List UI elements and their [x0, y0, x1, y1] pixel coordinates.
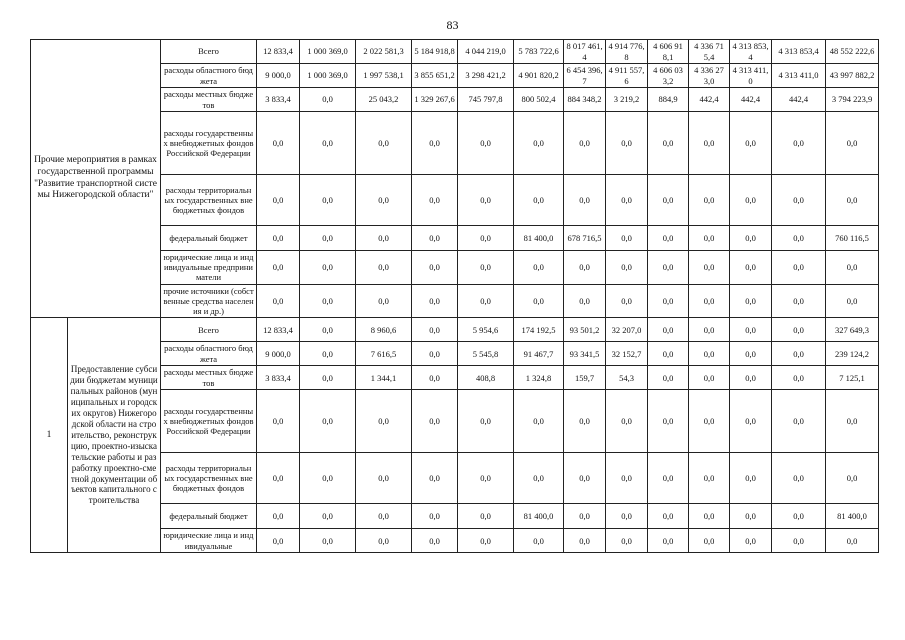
amount-cell: 0,0 [458, 504, 514, 529]
amount-cell: 0,0 [356, 226, 412, 251]
amount-cell: 0,0 [300, 88, 356, 112]
amount-cell: 0,0 [772, 175, 826, 226]
amount-cell: 1 000 369,0 [300, 40, 356, 64]
amount-cell: 0,0 [606, 251, 648, 285]
amount-cell: 3 833,4 [257, 366, 300, 390]
amount-cell: 0,0 [689, 284, 730, 318]
amount-cell: 0,0 [606, 112, 648, 175]
amount-cell: 0,0 [458, 529, 514, 553]
amount-cell: 32 152,7 [606, 342, 648, 366]
amount-cell: 0,0 [606, 453, 648, 504]
amount-cell: 4 313 411,0 [730, 64, 772, 88]
amount-cell: 0,0 [689, 453, 730, 504]
amount-cell: 0,0 [730, 284, 772, 318]
amount-cell: 0,0 [257, 226, 300, 251]
amount-cell: 0,0 [300, 504, 356, 529]
amount-cell: 0,0 [730, 175, 772, 226]
amount-cell: 0,0 [730, 226, 772, 251]
amount-cell: 0,0 [300, 284, 356, 318]
amount-cell: 0,0 [412, 366, 458, 390]
amount-cell: 0,0 [606, 284, 648, 318]
funding-source: федеральный бюджет [161, 226, 257, 251]
amount-cell: 1 997 538,1 [356, 64, 412, 88]
amount-cell: 0,0 [300, 175, 356, 226]
amount-cell: 0,0 [564, 112, 606, 175]
amount-cell: 5 783 722,6 [514, 40, 564, 64]
amount-cell: 0,0 [257, 453, 300, 504]
amount-cell: 4 606 033,2 [648, 64, 689, 88]
amount-cell: 0,0 [412, 390, 458, 453]
amount-cell: 0,0 [648, 226, 689, 251]
amount-cell: 0,0 [730, 342, 772, 366]
amount-cell: 0,0 [606, 390, 648, 453]
amount-cell: 0,0 [257, 112, 300, 175]
funding-source: юридические лица и индивидуальные предприниматели [161, 251, 257, 285]
amount-cell: 0,0 [356, 284, 412, 318]
amount-cell: 0,0 [356, 112, 412, 175]
amount-cell: 93 341,5 [564, 342, 606, 366]
amount-cell: 0,0 [564, 504, 606, 529]
amount-cell: 0,0 [689, 251, 730, 285]
amount-cell: 0,0 [826, 529, 879, 553]
funding-source: юридические лица и индивидуальные [161, 529, 257, 553]
amount-cell: 0,0 [412, 251, 458, 285]
amount-cell: 678 716,5 [564, 226, 606, 251]
amount-cell: 4 336 715,4 [689, 40, 730, 64]
amount-cell: 0,0 [772, 112, 826, 175]
amount-cell: 0,0 [412, 284, 458, 318]
funding-source: расходы территориальных государственных внебюджетных фондов [161, 175, 257, 226]
amount-cell: 8 017 461,4 [564, 40, 606, 64]
amount-cell: 3 794 223,9 [826, 88, 879, 112]
amount-cell: 0,0 [300, 366, 356, 390]
amount-cell: 0,0 [257, 175, 300, 226]
amount-cell: 800 502,4 [514, 88, 564, 112]
amount-cell: 0,0 [300, 390, 356, 453]
amount-cell: 0,0 [356, 390, 412, 453]
amount-cell: 0,0 [458, 226, 514, 251]
amount-cell: 0,0 [648, 504, 689, 529]
amount-cell: 0,0 [514, 529, 564, 553]
amount-cell: 0,0 [257, 284, 300, 318]
amount-cell: 0,0 [300, 226, 356, 251]
amount-cell: 0,0 [772, 342, 826, 366]
amount-cell: 239 124,2 [826, 342, 879, 366]
amount-cell: 0,0 [257, 251, 300, 285]
amount-cell: 0,0 [689, 226, 730, 251]
funding-source: Всего [161, 40, 257, 64]
funding-source: расходы местных бюджетов [161, 366, 257, 390]
amount-cell: 3 855 651,2 [412, 64, 458, 88]
amount-cell: 0,0 [300, 251, 356, 285]
amount-cell: 0,0 [412, 175, 458, 226]
amount-cell: 3 219,2 [606, 88, 648, 112]
amount-cell: 0,0 [564, 390, 606, 453]
amount-cell: 0,0 [412, 504, 458, 529]
amount-cell: 54,3 [606, 366, 648, 390]
amount-cell: 0,0 [606, 175, 648, 226]
funding-source: расходы государственных внебюджетных фондов Российской Федерации [161, 112, 257, 175]
amount-cell: 0,0 [772, 318, 826, 342]
amount-cell: 81 400,0 [514, 504, 564, 529]
amount-cell: 0,0 [826, 175, 879, 226]
amount-cell: 91 467,7 [514, 342, 564, 366]
amount-cell: 0,0 [356, 251, 412, 285]
amount-cell: 442,4 [730, 88, 772, 112]
amount-cell: 0,0 [564, 251, 606, 285]
amount-cell: 5 545,8 [458, 342, 514, 366]
amount-cell: 0,0 [257, 529, 300, 553]
amount-cell: 0,0 [356, 529, 412, 553]
amount-cell: 0,0 [458, 390, 514, 453]
amount-cell: 9 000,0 [257, 64, 300, 88]
amount-cell: 5 184 918,8 [412, 40, 458, 64]
amount-cell: 43 997 882,2 [826, 64, 879, 88]
amount-cell: 408,8 [458, 366, 514, 390]
amount-cell: 32 207,0 [606, 318, 648, 342]
amount-cell: 0,0 [648, 175, 689, 226]
amount-cell: 0,0 [772, 251, 826, 285]
amount-cell: 159,7 [564, 366, 606, 390]
amount-cell: 0,0 [257, 390, 300, 453]
page-number: 83 [446, 18, 459, 32]
funding-source: расходы областного бюджета [161, 342, 257, 366]
amount-cell: 0,0 [300, 453, 356, 504]
amount-cell: 4 914 776,8 [606, 40, 648, 64]
amount-cell: 5 954,6 [458, 318, 514, 342]
amount-cell: 0,0 [730, 251, 772, 285]
amount-cell: 8 960,6 [356, 318, 412, 342]
amount-cell: 25 043,2 [356, 88, 412, 112]
amount-cell: 0,0 [689, 504, 730, 529]
amount-cell: 174 192,5 [514, 318, 564, 342]
amount-cell: 0,0 [458, 251, 514, 285]
amount-cell: 0,0 [458, 175, 514, 226]
amount-cell: 1 324,8 [514, 366, 564, 390]
amount-cell: 0,0 [826, 453, 879, 504]
amount-cell: 4 911 557,6 [606, 64, 648, 88]
amount-cell: 0,0 [772, 529, 826, 553]
amount-cell: 1 000 369,0 [300, 64, 356, 88]
amount-cell: 0,0 [648, 342, 689, 366]
amount-cell: 4 313 853,4 [772, 40, 826, 64]
amount-cell: 0,0 [412, 453, 458, 504]
amount-cell: 0,0 [458, 453, 514, 504]
amount-cell: 4 901 820,2 [514, 64, 564, 88]
amount-cell: 0,0 [648, 529, 689, 553]
amount-cell: 0,0 [772, 504, 826, 529]
amount-cell: 0,0 [826, 112, 879, 175]
row-index: 1 [31, 318, 68, 553]
amount-cell: 0,0 [648, 251, 689, 285]
amount-cell: 0,0 [689, 318, 730, 342]
amount-cell: 0,0 [514, 251, 564, 285]
amount-cell: 0,0 [300, 529, 356, 553]
amount-cell: 0,0 [689, 366, 730, 390]
amount-cell: 0,0 [689, 112, 730, 175]
amount-cell: 745 797,8 [458, 88, 514, 112]
amount-cell: 0,0 [412, 342, 458, 366]
amount-cell: 0,0 [772, 453, 826, 504]
amount-cell: 0,0 [458, 284, 514, 318]
amount-cell: 0,0 [772, 226, 826, 251]
amount-cell: 0,0 [564, 453, 606, 504]
amount-cell: 4 313 853,4 [730, 40, 772, 64]
amount-cell: 81 400,0 [826, 504, 879, 529]
amount-cell: 0,0 [606, 504, 648, 529]
amount-cell: 0,0 [514, 453, 564, 504]
amount-cell: 0,0 [648, 284, 689, 318]
funding-source: расходы областного бюджета [161, 64, 257, 88]
amount-cell: 0,0 [514, 390, 564, 453]
amount-cell: 0,0 [648, 453, 689, 504]
amount-cell: 12 833,4 [257, 318, 300, 342]
amount-cell: 0,0 [730, 390, 772, 453]
funding-source: расходы территориальных государственных внебюджетных фондов [161, 453, 257, 504]
amount-cell: 7 616,5 [356, 342, 412, 366]
activity-name: Предоставление субсидии бюджетам муниципальных районов (муниципальных и городских округов) Нижегородской области на строительство, реконструкцию, проектно-изыскательские работы и разработку проектно-сметной документации объектов капитального строительства [68, 318, 161, 553]
amount-cell: 1 329 267,6 [412, 88, 458, 112]
funding-source: Всего [161, 318, 257, 342]
amount-cell: 0,0 [514, 112, 564, 175]
amount-cell: 0,0 [300, 112, 356, 175]
amount-cell: 4 336 273,0 [689, 64, 730, 88]
amount-cell: 0,0 [730, 366, 772, 390]
amount-cell: 0,0 [514, 284, 564, 318]
amount-cell: 7 125,1 [826, 366, 879, 390]
amount-cell: 4 044 219,0 [458, 40, 514, 64]
amount-cell: 442,4 [772, 88, 826, 112]
amount-cell: 0,0 [772, 390, 826, 453]
amount-cell: 0,0 [826, 251, 879, 285]
amount-cell: 0,0 [606, 226, 648, 251]
amount-cell: 0,0 [412, 112, 458, 175]
amount-cell: 2 022 581,3 [356, 40, 412, 64]
amount-cell: 0,0 [564, 284, 606, 318]
funding-source: федеральный бюджет [161, 504, 257, 529]
amount-cell: 760 116,5 [826, 226, 879, 251]
amount-cell: 0,0 [564, 529, 606, 553]
funding-source: расходы местных бюджетов [161, 88, 257, 112]
amount-cell: 0,0 [412, 529, 458, 553]
amount-cell: 0,0 [648, 390, 689, 453]
amount-cell: 3 833,4 [257, 88, 300, 112]
amount-cell: 0,0 [772, 284, 826, 318]
program-name: Прочие мероприятия в рамках государственной программы "Развитие транспортной системы Нижегородской области" [31, 40, 161, 318]
amount-cell: 4 606 918,1 [648, 40, 689, 64]
amount-cell: 0,0 [606, 529, 648, 553]
amount-cell: 0,0 [730, 112, 772, 175]
amount-cell: 0,0 [826, 284, 879, 318]
amount-cell: 0,0 [514, 175, 564, 226]
amount-cell: 0,0 [648, 366, 689, 390]
amount-cell: 0,0 [689, 342, 730, 366]
amount-cell: 0,0 [412, 226, 458, 251]
amount-cell: 0,0 [257, 504, 300, 529]
amount-cell: 12 833,4 [257, 40, 300, 64]
amount-cell: 884 348,2 [564, 88, 606, 112]
amount-cell: 6 454 396,7 [564, 64, 606, 88]
funding-source: прочие источники (собственные средства населения и др.) [161, 284, 257, 318]
budget-table [30, 39, 879, 553]
amount-cell: 0,0 [356, 453, 412, 504]
table-row [31, 40, 879, 64]
amount-cell: 327 649,3 [826, 318, 879, 342]
amount-cell: 0,0 [648, 318, 689, 342]
amount-cell: 0,0 [689, 175, 730, 226]
table-row [31, 318, 879, 342]
amount-cell: 0,0 [730, 529, 772, 553]
amount-cell: 0,0 [689, 390, 730, 453]
amount-cell: 48 552 222,6 [826, 40, 879, 64]
amount-cell: 0,0 [730, 318, 772, 342]
amount-cell: 4 313 411,0 [772, 64, 826, 88]
amount-cell: 0,0 [826, 390, 879, 453]
amount-cell: 81 400,0 [514, 226, 564, 251]
amount-cell: 0,0 [356, 175, 412, 226]
table-body [31, 40, 879, 553]
amount-cell: 0,0 [356, 504, 412, 529]
amount-cell: 9 000,0 [257, 342, 300, 366]
amount-cell: 0,0 [300, 318, 356, 342]
amount-cell: 3 298 421,2 [458, 64, 514, 88]
amount-cell: 442,4 [689, 88, 730, 112]
funding-source: расходы государственных внебюджетных фондов Российской Федерации [161, 390, 257, 453]
amount-cell: 0,0 [730, 504, 772, 529]
amount-cell: 0,0 [564, 175, 606, 226]
amount-cell: 93 501,2 [564, 318, 606, 342]
amount-cell: 0,0 [300, 342, 356, 366]
amount-cell: 0,0 [412, 318, 458, 342]
amount-cell: 0,0 [458, 112, 514, 175]
amount-cell: 0,0 [772, 366, 826, 390]
amount-cell: 0,0 [730, 453, 772, 504]
amount-cell: 0,0 [689, 529, 730, 553]
amount-cell: 1 344,1 [356, 366, 412, 390]
amount-cell: 0,0 [648, 112, 689, 175]
amount-cell: 884,9 [648, 88, 689, 112]
